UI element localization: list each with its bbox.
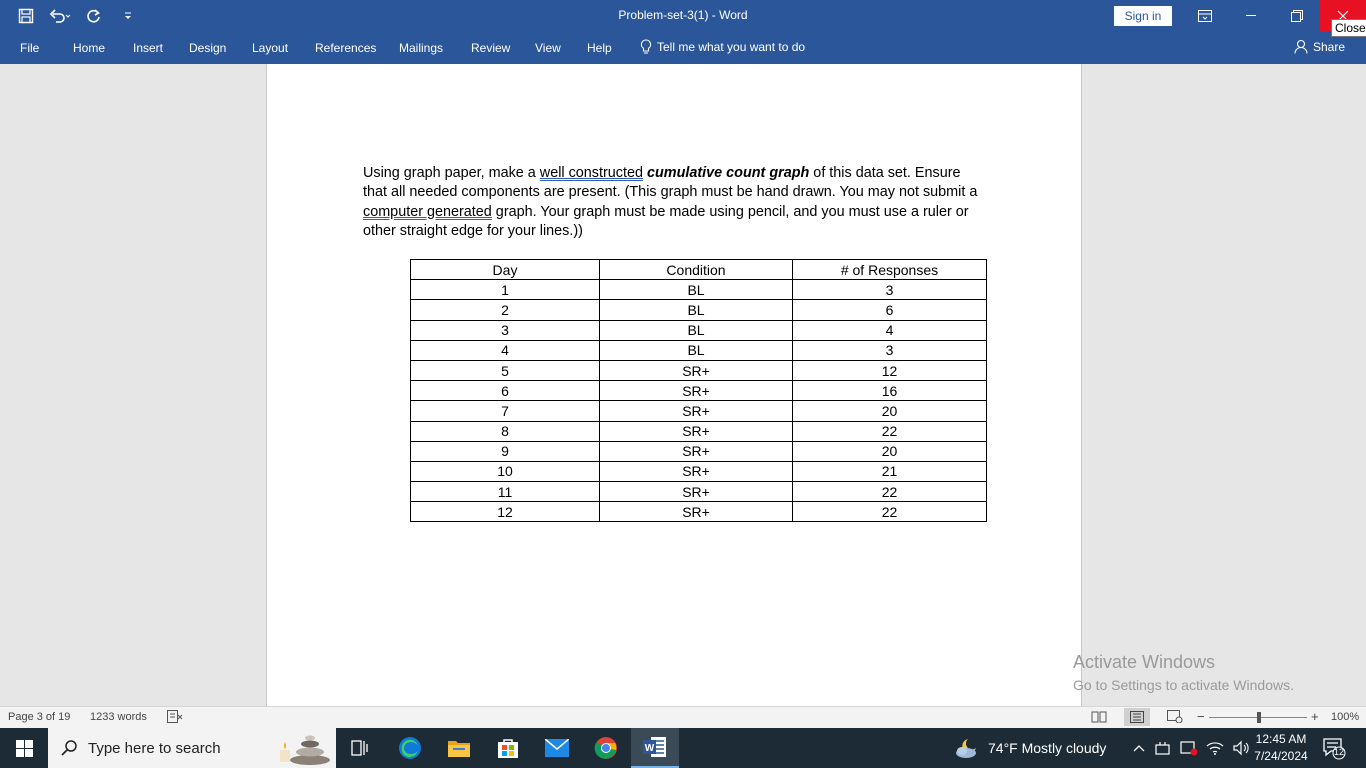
mail-icon [545,739,569,757]
tab-layout[interactable]: Layout [252,41,289,55]
cell-day[interactable]: 7 [411,401,600,421]
ribbon-display-options-button[interactable] [1182,0,1228,32]
document-area[interactable] [0,64,1366,706]
word-taskbar-button[interactable] [631,728,679,768]
ribbon-display-icon [1198,10,1212,22]
taskbar-search-box[interactable] [48,728,336,768]
cell-condition[interactable]: SR+ [600,482,793,502]
cell-day[interactable]: 1 [411,280,600,300]
cell-condition[interactable]: SR+ [600,381,793,401]
page-count[interactable]: Page 3 of 19 [8,711,71,723]
print-layout-icon[interactable] [1124,708,1150,726]
lightbulb-icon [640,39,652,55]
cell-responses[interactable]: 3 [793,340,987,360]
cell-responses[interactable]: 20 [793,441,987,461]
proofing-icon[interactable] [167,710,183,726]
notification-center-button[interactable] [1322,736,1346,765]
cell-responses[interactable]: 20 [793,401,987,421]
header-day: Day [411,260,600,280]
read-mode-icon[interactable] [1091,710,1107,726]
table-row [411,280,987,300]
chrome-icon [594,736,618,760]
table-row [411,441,987,461]
speaker-icon[interactable] [1232,740,1250,756]
header-condition: Condition [600,260,793,280]
cell-day[interactable]: 11 [411,482,600,502]
cell-day[interactable]: 8 [411,421,600,441]
person-icon [1294,39,1308,54]
window-title: Problem-set-3(1) - Word [618,8,748,22]
table-header-row [411,260,987,280]
table-row [411,381,987,401]
para-text: of this data set. Ensure that all needed components are present. (This graph must be hand drawn. You may not submit a [363,165,978,201]
cell-condition[interactable]: SR+ [600,421,793,441]
start-button[interactable] [0,728,48,768]
tab-home[interactable]: Home [73,41,106,55]
table-row [411,320,987,340]
status-bar [0,706,1366,728]
watermark-line2: Go to Settings to activate Windows. [1073,677,1294,693]
search-placeholder: Type here to search [88,739,221,757]
cell-condition[interactable]: SR+ [600,401,793,421]
table-row [411,300,987,320]
tab-references[interactable]: References [315,41,377,55]
store-icon [497,737,519,759]
cell-responses[interactable]: 12 [793,360,987,380]
notification-count: 12 [1333,747,1344,757]
cell-condition[interactable]: BL [600,320,793,340]
edge-taskbar-button[interactable] [386,728,434,768]
clock[interactable] [1250,731,1312,765]
battery-plug-icon[interactable] [1154,740,1172,756]
cell-day[interactable]: 6 [411,381,600,401]
title-bar [0,0,1366,32]
sign-in-button[interactable]: Sign in [1114,6,1172,26]
word-icon [643,736,667,758]
file-explorer-taskbar-button[interactable] [435,728,483,768]
restore-icon [1291,10,1303,22]
taskbar [0,728,1366,768]
document-page[interactable] [266,64,1082,706]
chevron-up-icon[interactable] [1132,743,1146,753]
header-responses: # of Responses [793,260,987,280]
watermark-line1: Activate Windows [1073,652,1216,672]
mail-taskbar-button[interactable] [533,728,581,768]
cell-condition[interactable]: SR+ [600,461,793,481]
cell-condition[interactable]: BL [600,300,793,320]
para-text: graph. Your graph must be made using pencil, and you must use a ruler or other straight edge for your lines.)) [363,203,969,240]
cell-day[interactable]: 5 [411,360,600,380]
wifi-icon[interactable] [1206,740,1224,756]
windows-logo-icon [16,740,33,757]
table-row [411,360,987,380]
tell-me-search[interactable] [640,39,805,55]
svg-text:W: W [644,743,655,754]
table-row [411,421,987,441]
tab-design[interactable]: Design [189,41,227,55]
tab-help[interactable]: Help [587,41,612,55]
task-view-icon [351,740,369,756]
cell-responses[interactable]: 22 [793,482,987,502]
cell-condition[interactable]: BL [600,340,793,360]
cell-day[interactable]: 3 [411,320,600,340]
tab-review[interactable]: Review [471,41,511,55]
table-row [411,401,987,421]
weather-widget[interactable] [954,728,1106,768]
minimize-button[interactable] [1228,0,1274,32]
cell-responses[interactable]: 22 [793,502,987,522]
system-tray [1132,728,1250,768]
cell-responses[interactable]: 6 [793,300,987,320]
cell-condition[interactable]: SR+ [600,360,793,380]
web-layout-icon[interactable] [1167,710,1183,726]
cell-responses[interactable]: 21 [793,461,987,481]
tab-view[interactable]: View [535,41,561,55]
cell-condition[interactable]: SR+ [600,502,793,522]
cell-day[interactable]: 2 [411,300,600,320]
cell-responses[interactable]: 16 [793,381,987,401]
cloudy-moon-icon [954,736,980,760]
tab-mailings[interactable]: Mailings [399,41,444,55]
cell-condition[interactable]: BL [600,280,793,300]
clock-date: 7/24/2024 [1254,749,1308,763]
security-alert-icon[interactable] [1180,740,1198,756]
zoom-in-button[interactable]: + [1311,709,1319,724]
cell-day[interactable]: 9 [411,441,600,461]
tell-me-label: Tell me what you want to do [657,40,806,54]
zoom-slider-thumb[interactable] [1257,712,1261,723]
activate-windows-watermark [1073,652,1294,693]
chrome-taskbar-button[interactable] [582,728,630,768]
zoom-level[interactable]: 100% [1331,711,1360,723]
minimize-icon [1246,15,1256,17]
edge-icon [398,736,422,760]
cell-day[interactable]: 10 [411,461,600,481]
ribbon-tabs [0,32,1366,64]
cell-responses[interactable]: 22 [793,421,987,441]
table-row [411,340,987,360]
cell-day[interactable]: 4 [411,340,600,360]
word-count[interactable]: 1233 words [90,711,147,723]
close-tooltip: Close [1331,19,1366,37]
share-label: Share [1313,39,1346,54]
task-view-button[interactable] [336,728,384,768]
cell-condition[interactable]: SR+ [600,441,793,461]
weather-text: 74°F Mostly cloudy [988,740,1107,756]
zoom-out-button[interactable]: − [1197,709,1205,724]
data-table[interactable] [410,259,987,522]
grammar-flag-computer-generated[interactable]: computer generated [363,203,492,220]
clock-time: 12:45 AM [1255,732,1307,746]
para-text: Using graph paper, make a [363,165,540,181]
tab-file[interactable]: File [20,41,40,55]
cell-day[interactable]: 12 [411,502,600,522]
grammar-flag-well-constructed[interactable]: well constructed [539,165,643,181]
search-icon [60,739,78,757]
share-button[interactable] [1294,39,1345,54]
folder-icon [447,738,471,758]
bold-italic-phrase: cumulative count graph [646,165,810,181]
table-body [411,280,987,522]
stones-candle-icon [266,732,332,766]
tab-insert[interactable]: Insert [133,41,164,55]
store-taskbar-button[interactable] [484,728,532,768]
table-row [411,502,987,522]
table-row [411,482,987,502]
restore-button[interactable] [1274,0,1320,32]
cell-responses[interactable]: 3 [793,280,987,300]
instructions-paragraph[interactable] [363,164,987,242]
table-row [411,461,987,481]
cell-responses[interactable]: 4 [793,320,987,340]
